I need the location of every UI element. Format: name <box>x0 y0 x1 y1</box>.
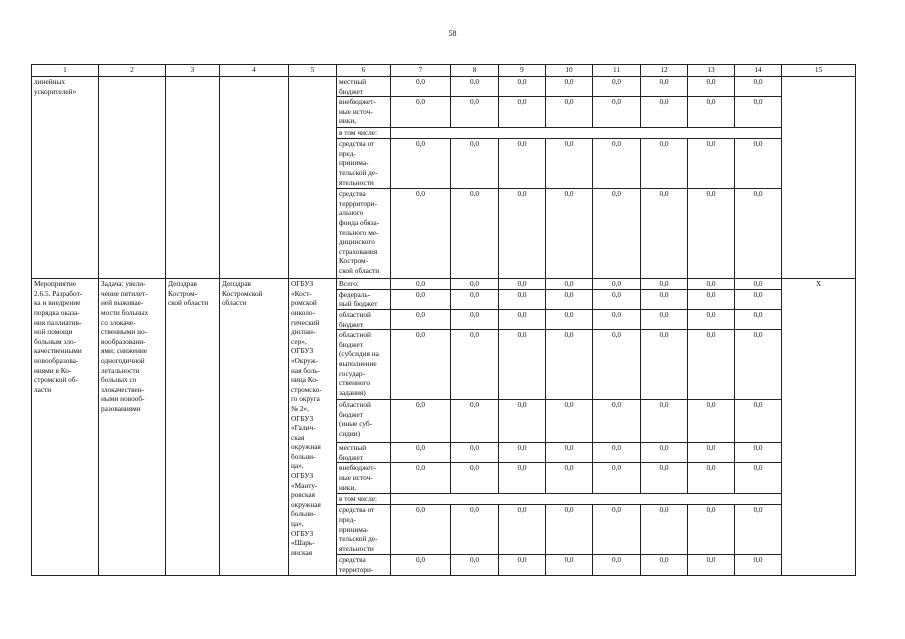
column-number: 5 <box>289 65 337 77</box>
value-cell: 0,0 <box>546 443 593 463</box>
value-cell: 0,0 <box>735 97 782 128</box>
value-cell: 0,0 <box>451 139 499 189</box>
value-cell: 0,0 <box>499 309 546 329</box>
column-number: 10 <box>546 65 593 77</box>
value-cell: 0,0 <box>391 330 451 400</box>
value-cell: 0,0 <box>688 189 735 279</box>
column-number: 11 <box>593 65 641 77</box>
value-cell: 0,0 <box>688 330 735 400</box>
value-cell: 0,0 <box>391 463 451 494</box>
activity-name-cell: Мероприятие 2.6.5. Разработ- ка и внедрение порядка оказа- ния паллиатив- ной помощи больным зло- качественными новообразова- ниями в Ко- стромской об- ласти <box>32 279 99 575</box>
value-cell: 0,0 <box>735 555 782 575</box>
value-cell: 0,0 <box>593 330 641 400</box>
funding-source-cell: местный бюджет <box>337 77 391 97</box>
value-cell: 0,0 <box>735 443 782 463</box>
value-cell: 0,0 <box>688 309 735 329</box>
value-cell: 0,0 <box>499 463 546 494</box>
column-number: 8 <box>451 65 499 77</box>
value-cell: 0,0 <box>641 443 688 463</box>
value-cell: 0,0 <box>391 309 451 329</box>
value-cell: 0,0 <box>641 400 688 443</box>
value-cell: 0,0 <box>451 505 499 555</box>
value-cell: 0,0 <box>593 400 641 443</box>
funding-source-cell: средства от пред- принима- тельской де- ятельности <box>337 139 391 189</box>
column-number: 3 <box>166 65 220 77</box>
value-cell: 0,0 <box>641 77 688 97</box>
value-cell: 0,0 <box>451 189 499 279</box>
value-cell: 0,0 <box>593 555 641 575</box>
value-cell: 0,0 <box>546 279 593 290</box>
column-number: 1 <box>32 65 99 77</box>
value-cell: 0,0 <box>593 97 641 128</box>
value-cell: 0,0 <box>499 443 546 463</box>
empty-cell <box>782 77 856 279</box>
value-cell: 0,0 <box>451 309 499 329</box>
column-number: 13 <box>688 65 735 77</box>
value-cell: 0,0 <box>641 505 688 555</box>
value-cell: 0,0 <box>451 400 499 443</box>
empty-cell <box>220 77 289 279</box>
coordinator-cell: Депздрав Костром- ской области <box>166 279 220 575</box>
value-cell: 0,0 <box>641 555 688 575</box>
value-cell: 0,0 <box>499 400 546 443</box>
value-cell: 0,0 <box>593 189 641 279</box>
value-cell: 0,0 <box>546 463 593 494</box>
value-cell: 0,0 <box>546 139 593 189</box>
value-cell: 0,0 <box>593 443 641 463</box>
value-cell: 0,0 <box>593 289 641 309</box>
funding-source-cell: областной бюджет (иные суб- сидии) <box>337 400 391 443</box>
value-cell: 0,0 <box>688 463 735 494</box>
value-cell: 0,0 <box>451 77 499 97</box>
empty-cell <box>166 77 220 279</box>
value-cell: 0,0 <box>391 77 451 97</box>
task-cell: Задача: увели- чение пятилет- ней выживае- мости больных со злокаче- ственными но- вообразовани- ями; снижение одногодичной летальности больных со злокачествен- ными новооб- разованиями <box>99 279 166 575</box>
page-number: 58 <box>448 29 457 38</box>
value-cell: 0,0 <box>451 289 499 309</box>
column-number: 14 <box>735 65 782 77</box>
result-cell: Х <box>782 279 856 575</box>
funding-source-cell: областной бюджет <box>337 309 391 329</box>
value-cell: 0,0 <box>451 97 499 128</box>
table-row <box>32 77 856 97</box>
activity-name-cell: линейных ускорителей» <box>32 77 99 279</box>
executor-cell: Депздрав Костромской области <box>220 279 289 575</box>
value-cell: 0,0 <box>499 289 546 309</box>
value-cell: 0,0 <box>735 330 782 400</box>
value-cell: 0,0 <box>641 463 688 494</box>
empty-cell <box>99 77 166 279</box>
value-cell: 0,0 <box>641 97 688 128</box>
value-cell: 0,0 <box>546 505 593 555</box>
column-number: 4 <box>220 65 289 77</box>
value-cell: 0,0 <box>688 555 735 575</box>
value-cell: 0,0 <box>391 505 451 555</box>
value-cell: 0,0 <box>641 279 688 290</box>
value-cell: 0,0 <box>593 279 641 290</box>
value-cell: 0,0 <box>735 309 782 329</box>
value-cell: 0,0 <box>499 189 546 279</box>
column-number: 6 <box>337 65 391 77</box>
column-number-row <box>32 65 856 77</box>
value-cell: 0,0 <box>499 97 546 128</box>
value-cell: 0,0 <box>688 443 735 463</box>
value-cell: 0,0 <box>641 309 688 329</box>
value-cell: 0,0 <box>735 289 782 309</box>
funding-source-cell: в том числе: <box>337 128 391 139</box>
value-cell: 0,0 <box>688 400 735 443</box>
value-cell: 0,0 <box>499 555 546 575</box>
empty-cell <box>391 494 782 505</box>
value-cell: 0,0 <box>546 555 593 575</box>
value-cell: 0,0 <box>735 77 782 97</box>
value-cell: 0,0 <box>641 139 688 189</box>
value-cell: 0,0 <box>546 189 593 279</box>
value-cell: 0,0 <box>546 289 593 309</box>
value-cell: 0,0 <box>546 77 593 97</box>
value-cell: 0,0 <box>688 77 735 97</box>
value-cell: 0,0 <box>391 400 451 443</box>
funding-source-cell: областной бюджет (субсидия на выполнение государ- ственного задания) <box>337 330 391 400</box>
value-cell: 0,0 <box>593 77 641 97</box>
value-cell: 0,0 <box>391 289 451 309</box>
column-number: 2 <box>99 65 166 77</box>
value-cell: 0,0 <box>593 505 641 555</box>
value-cell: 0,0 <box>499 330 546 400</box>
value-cell: 0,0 <box>688 279 735 290</box>
value-cell: 0,0 <box>499 77 546 97</box>
budget-table <box>31 64 856 576</box>
funding-source-cell: федераль- ный бюджет <box>337 289 391 309</box>
value-cell: 0,0 <box>391 555 451 575</box>
value-cell: 0,0 <box>735 279 782 290</box>
value-cell: 0,0 <box>735 463 782 494</box>
value-cell: 0,0 <box>641 330 688 400</box>
value-cell: 0,0 <box>593 139 641 189</box>
value-cell: 0,0 <box>593 309 641 329</box>
value-cell: 0,0 <box>546 97 593 128</box>
value-cell: 0,0 <box>546 400 593 443</box>
funding-source-cell: местный бюджет <box>337 443 391 463</box>
value-cell: 0,0 <box>451 555 499 575</box>
column-number: 9 <box>499 65 546 77</box>
empty-cell <box>391 128 782 139</box>
value-cell: 0,0 <box>391 189 451 279</box>
funding-source-cell: в том числе: <box>337 494 391 505</box>
column-number: 15 <box>782 65 856 77</box>
value-cell: 0,0 <box>499 279 546 290</box>
table-row <box>32 279 856 290</box>
value-cell: 0,0 <box>688 97 735 128</box>
value-cell: 0,0 <box>735 189 782 279</box>
value-cell: 0,0 <box>499 505 546 555</box>
value-cell: 0,0 <box>688 289 735 309</box>
value-cell: 0,0 <box>451 463 499 494</box>
value-cell: 0,0 <box>391 443 451 463</box>
value-cell: 0,0 <box>451 443 499 463</box>
column-number: 12 <box>641 65 688 77</box>
funding-source-cell: средства террритори- ального фонда обяза- тельного ме- дицинского страхования Костром- ской области <box>337 189 391 279</box>
funding-source-cell: средства от пред- принима- тельской де- ятельности <box>337 505 391 555</box>
value-cell: 0,0 <box>451 279 499 290</box>
value-cell: 0,0 <box>546 330 593 400</box>
value-cell: 0,0 <box>499 139 546 189</box>
value-cell: 0,0 <box>391 279 451 290</box>
empty-cell <box>289 77 337 279</box>
value-cell: 0,0 <box>641 289 688 309</box>
value-cell: 0,0 <box>688 505 735 555</box>
value-cell: 0,0 <box>735 400 782 443</box>
value-cell: 0,0 <box>546 309 593 329</box>
value-cell: 0,0 <box>735 139 782 189</box>
funding-source-cell: внебюджет- ные источ- ники, <box>337 463 391 494</box>
participants-cell: ОГБУЗ «Кост- ромской онколо- гический диспан- сер», ОГБУЗ «Окруж- ная боль- ница Ко- стромско- го округа № 2», ОГБУЗ «Галич- ская окружная больни- ца», ОГБУЗ «Манту- ровская окружная больни- ца», ОГБУЗ «Шарь- инская <box>289 279 337 575</box>
value-cell: 0,0 <box>391 139 451 189</box>
value-cell: 0,0 <box>641 189 688 279</box>
funding-source-cell: Всего: <box>337 279 391 290</box>
value-cell: 0,0 <box>451 330 499 400</box>
value-cell: 0,0 <box>593 463 641 494</box>
funding-source-cell: внебюджет- ные источ- ники, <box>337 97 391 128</box>
value-cell: 0,0 <box>688 139 735 189</box>
funding-source-cell: средства территори- <box>337 555 391 575</box>
column-number: 7 <box>391 65 451 77</box>
value-cell: 0,0 <box>735 505 782 555</box>
value-cell: 0,0 <box>391 97 451 128</box>
